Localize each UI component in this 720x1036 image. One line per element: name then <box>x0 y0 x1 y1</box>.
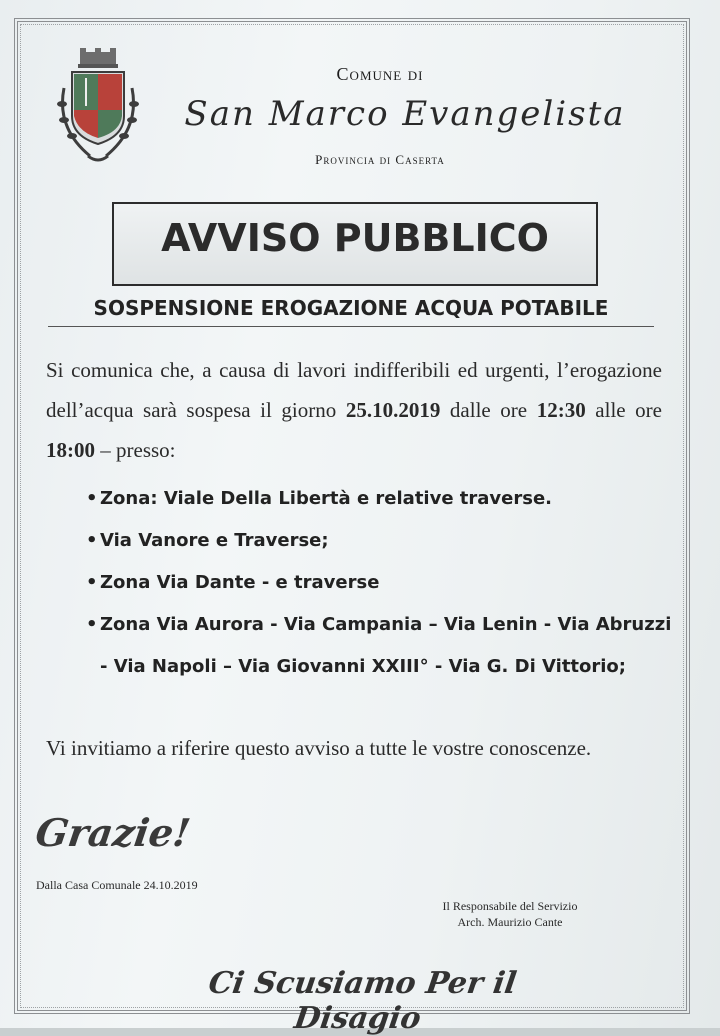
comune-label: Comune di <box>336 64 424 84</box>
list-item: • Zona Via Dante - e traverse <box>86 562 676 604</box>
issue-date: Dalla Casa Comunale 24.10.2019 <box>36 878 198 892</box>
intro-paragraph <box>46 350 662 470</box>
title-box <box>112 202 598 286</box>
notice-subtitle: SOSPENSIONE EROGAZIONE ACQUA POTABILE <box>48 296 654 327</box>
thanks-text: Grazie! <box>32 810 194 855</box>
intro-text-1: Si comunica che, a causa di lavori indifferibili ed urgenti, l’erogazione dell’acqua sarà sospesa il giorno <box>46 358 662 422</box>
intro-text-4: – presso: <box>95 438 176 462</box>
intro-text-2: dalle ore <box>440 398 537 422</box>
signature-block <box>420 898 600 930</box>
start-time: 12:30 <box>536 398 586 422</box>
province-label: Provincia di Caserta <box>315 152 445 167</box>
suspension-date: 25.10.2019 <box>345 398 441 422</box>
coat-of-arms-icon <box>50 48 146 168</box>
zone-list <box>86 478 676 688</box>
end-time: 18:00 <box>46 438 95 462</box>
list-item: • Zona: Viale Della Libertà e relative traverse. <box>86 478 676 520</box>
list-item: • Zona Via Aurora - Via Campania – Via Lenin - Via Abruzzi - Via Napoli – Via Giovanni XXIII° - Via G. Di Vittorio; <box>86 604 676 688</box>
intro-text-3: alle ore <box>585 398 662 422</box>
town-name: San Marco Evangelista <box>184 94 626 134</box>
closing-paragraph: Vi invitiamo a riferire questo avviso a tutte le vostre conoscenze. <box>46 736 592 760</box>
list-item: • Via Vanore e Traverse; <box>86 520 676 562</box>
notice-title: AVVISO PUBBLICO <box>161 216 549 260</box>
signature-name: Arch. Maurizio Cante <box>457 915 563 929</box>
signature-role: Il Responsabile del Servizio <box>442 899 578 913</box>
apology-text: Ci Scusiamo Per il Disagio <box>206 966 519 1036</box>
